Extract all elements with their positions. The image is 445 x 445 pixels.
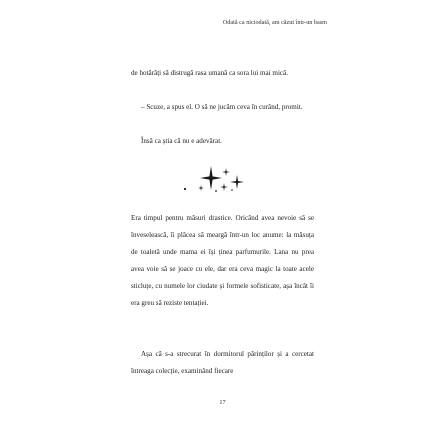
large-star-icon: [200, 166, 222, 190]
dot-icon: [231, 189, 233, 191]
sparkle-stars-ornament-icon: [180, 162, 262, 196]
medium-star-icon: [230, 175, 244, 189]
paragraph-main: Era timpul pentru măsuri drastice. Oricând avea nevoie să se înveselească, îi plăcea să meargă într-un loc anume: la măsuța de toaletă unde mama ei își ținea parfumurile. Lana nu prea avea voie să se joace cu ele, dar era ceva magic la toate acele sticluțe, cu numele lor ciudate și formele sofisticate, așa încât îi era greu să reziste tentației.: [131, 214, 314, 307]
paragraph-dialogue: – Scuze, a spus el. O să ne jucăm ceva în curând, promit.: [141, 103, 303, 111]
page-number: 17: [219, 399, 226, 406]
paragraph-continuation: de hotărâți să distrugă rasa umană ca sora lui mai mică.: [131, 69, 288, 77]
dot-icon: [184, 188, 186, 190]
small-star-icon: [222, 168, 230, 176]
running-header: Odată ca niciodată, am căzut într-un basm: [222, 19, 327, 26]
small-star-icon: [220, 183, 228, 191]
paragraph-continuing: Așa că s-a strecurat în dormitorul părinților și a cercetat întreaga colecție, examinând fiecare: [131, 350, 314, 375]
dot-icon: [215, 190, 217, 192]
tiny-star-icon: [198, 185, 204, 191]
paragraph-short: Însă ca știa că nu e adevărat.: [141, 137, 222, 145]
